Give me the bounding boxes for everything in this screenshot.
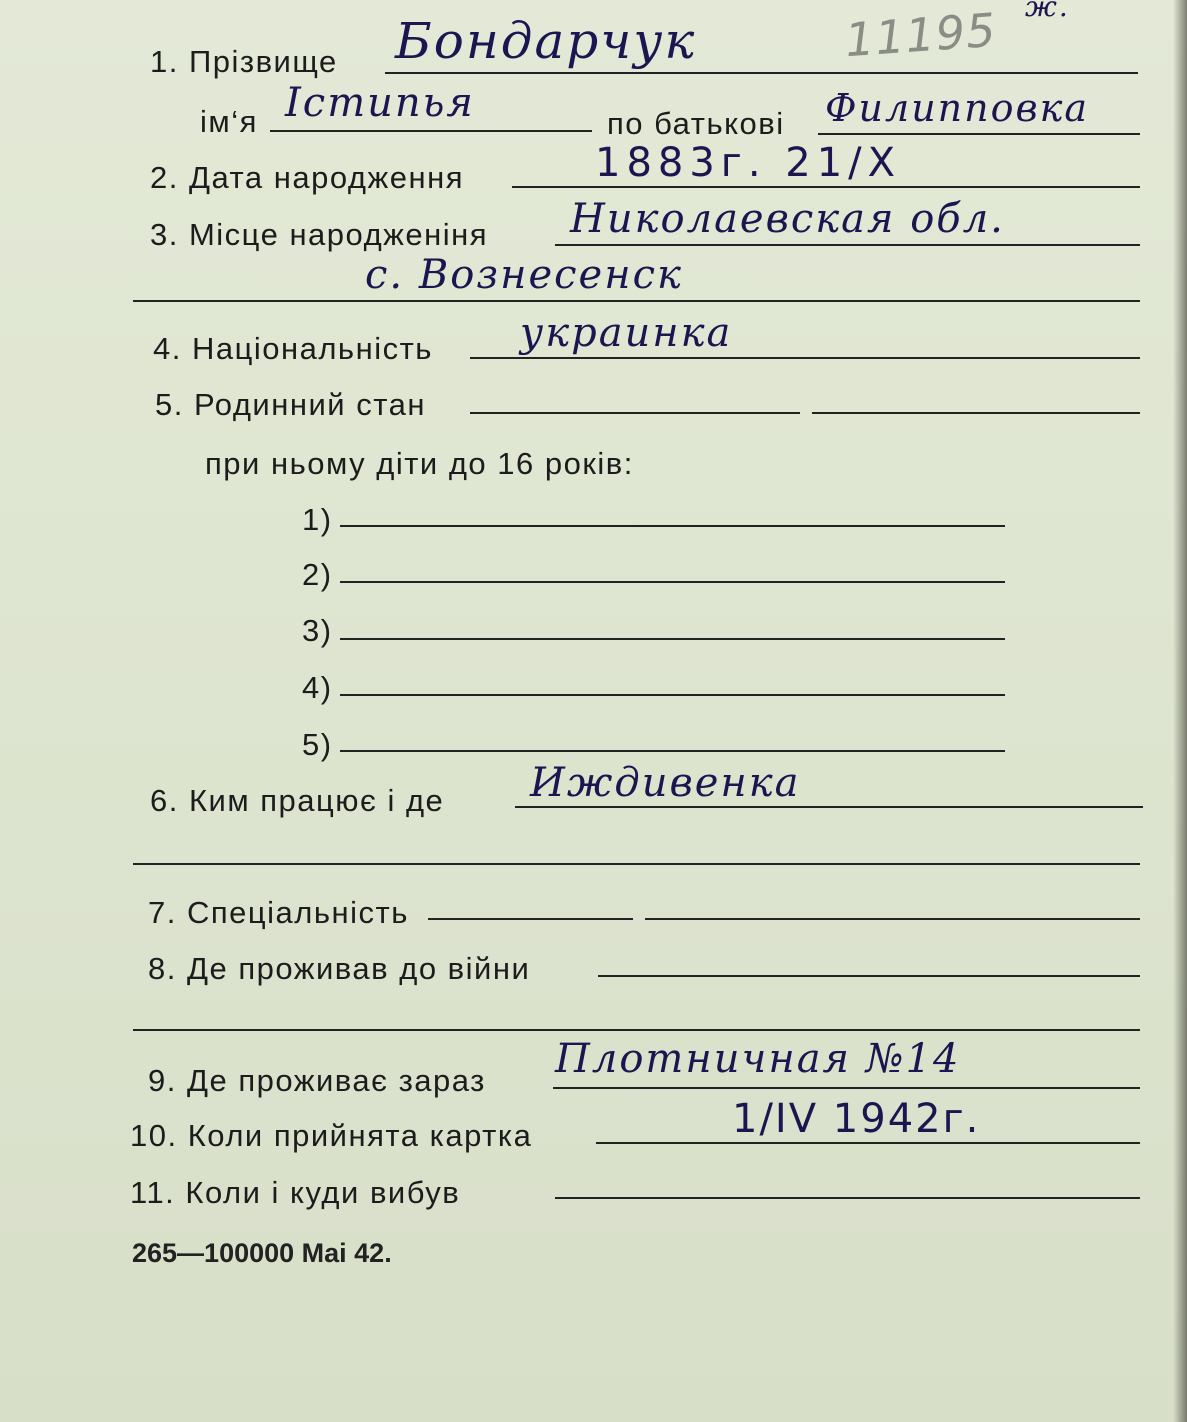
- line-nationality: [470, 357, 1140, 359]
- label-birth-place: 3. Місце народженіня: [150, 217, 489, 252]
- child-3-label: 3): [302, 613, 333, 648]
- child-2-line: [340, 581, 1005, 583]
- record-number: 11195: [843, 2, 999, 68]
- hw-name: Істипья: [285, 80, 475, 126]
- label-departed: 11. Коли і куди вибув: [130, 1175, 461, 1210]
- line-birth-place-1: [555, 244, 1140, 246]
- label-name: ім‘я: [200, 104, 258, 139]
- label-prewar-residence: 8. Де проживав до війни: [148, 951, 531, 986]
- line-surname: [385, 72, 1138, 74]
- child-5-label: 5): [302, 727, 333, 762]
- child-4-label: 4): [302, 670, 333, 705]
- line-prewar-residence-2: [133, 1029, 1140, 1031]
- line-prewar-residence-1: [598, 975, 1140, 977]
- child-5-line: [340, 750, 1005, 752]
- line-birth-date: [512, 186, 1140, 188]
- child-2-label: 2): [302, 557, 333, 592]
- label-surname: 1. Прізвище: [150, 44, 338, 79]
- line-name: [270, 130, 592, 132]
- line-specialty-a: [428, 918, 633, 920]
- line-occupation-2: [133, 863, 1140, 865]
- line-departed: [555, 1197, 1140, 1199]
- label-current-residence: 9. Де проживає зараз: [148, 1063, 486, 1098]
- hw-birth-place-2: с. Вознесенск: [365, 252, 683, 298]
- line-current-residence: [553, 1087, 1140, 1089]
- line-occupation-1: [515, 806, 1143, 808]
- line-patronymic: [818, 133, 1140, 135]
- label-card-accepted: 10. Коли прийнята картка: [130, 1118, 533, 1153]
- child-1-label: 1): [302, 502, 333, 537]
- line-marital-status-a: [470, 412, 800, 414]
- print-run-footer: 265—100000 Mai 42.: [132, 1238, 392, 1268]
- line-birth-place-2: [133, 300, 1140, 302]
- line-card-accepted: [596, 1142, 1140, 1144]
- hw-nationality: украинка: [520, 310, 733, 356]
- label-patronymic: по батькові: [607, 106, 785, 141]
- hw-card-accepted: 1/IV 1942г.: [732, 1096, 981, 1142]
- label-specialty: 7. Спеціальність: [148, 895, 409, 930]
- hw-current-residence: Плотничная №14: [555, 1036, 961, 1082]
- label-occupation: 6. Ким працює і де: [150, 783, 445, 818]
- line-marital-status-b: [812, 412, 1140, 414]
- label-children: при ньому діти до 16 років:: [205, 446, 634, 481]
- line-specialty-b: [645, 918, 1140, 920]
- record-suffix: ж.: [1025, 0, 1070, 23]
- label-nationality: 4. Національність: [153, 331, 433, 366]
- child-3-line: [340, 638, 1005, 640]
- hw-patronymic: Филипповка: [825, 86, 1089, 130]
- label-marital-status: 5. Родинний стан: [155, 387, 426, 422]
- hw-occupation: Иждивенка: [530, 760, 801, 806]
- page-edge-shadow: [1173, 0, 1187, 1422]
- hw-surname: Бондарчук: [395, 12, 697, 70]
- child-1-line: [340, 525, 1005, 527]
- hw-birth-place-1: Николаевская обл.: [570, 196, 1005, 242]
- child-4-line: [340, 694, 1005, 696]
- label-birth-date: 2. Дата народження: [150, 160, 464, 195]
- hw-birth-date: 1883г. 21/X: [595, 140, 902, 186]
